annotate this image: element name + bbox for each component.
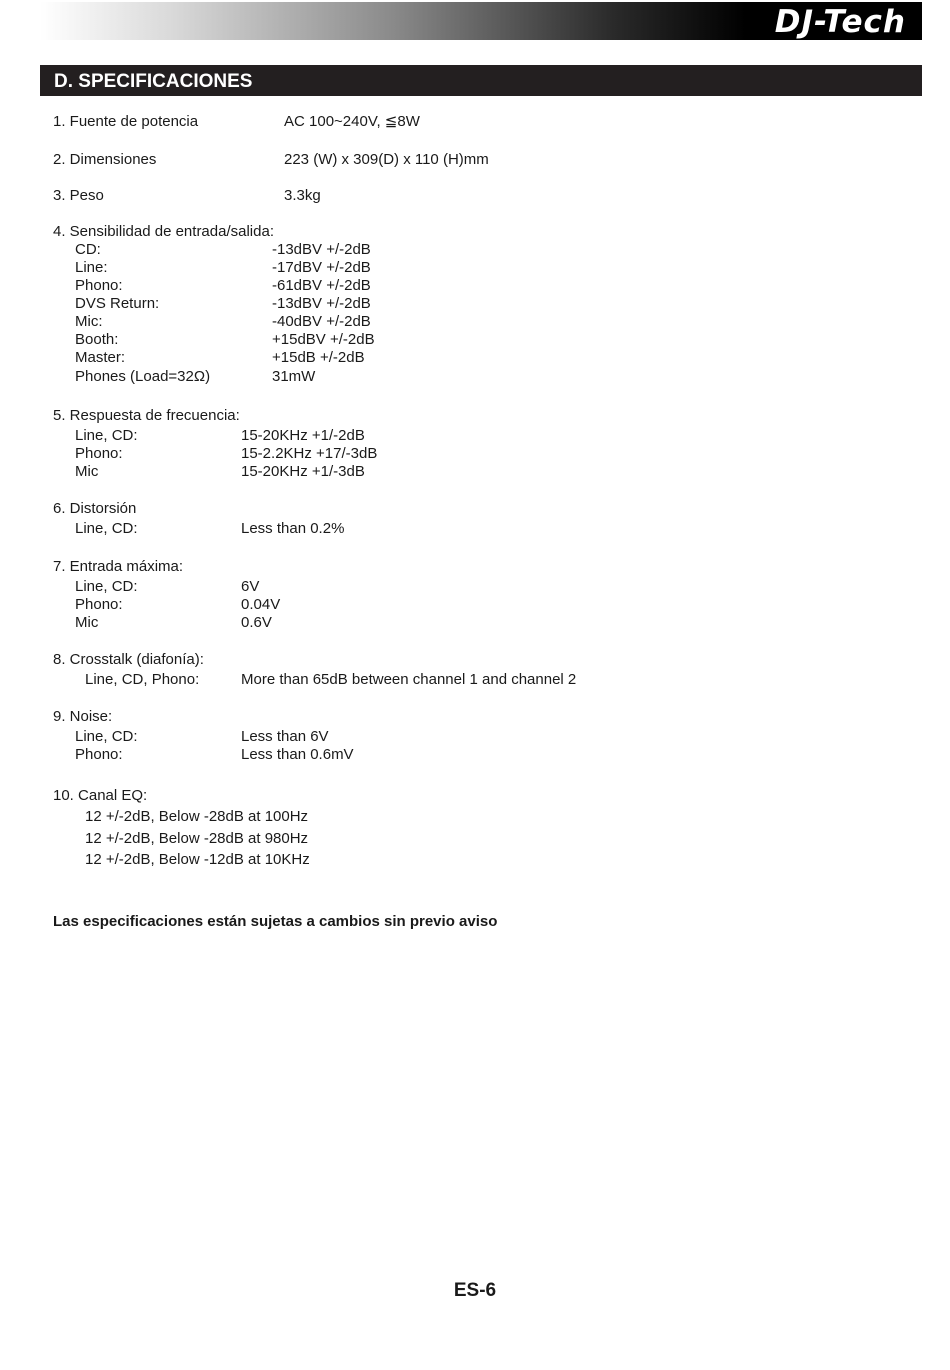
spec-5-value: 15-20KHz +1/-2dB bbox=[241, 427, 365, 444]
spec-4-value: -61dBV +/-2dB bbox=[272, 277, 371, 294]
spec-4-key: Phones (Load=32Ω) bbox=[75, 368, 211, 385]
spec-5-value: 15-2.2KHz +17/-3dB bbox=[241, 445, 378, 462]
spec-4-value: -13dBV +/-2dB bbox=[272, 241, 371, 258]
spec-4-value: +15dB +/-2dB bbox=[272, 349, 365, 366]
spec-4-key: DVS Return: bbox=[75, 295, 160, 312]
spec-4-value: 31mW bbox=[272, 368, 316, 385]
spec-6-label: 6. Distorsión bbox=[53, 500, 137, 517]
spec-7-value: 0.04V bbox=[241, 596, 281, 613]
spec-7-key: Mic bbox=[75, 614, 99, 631]
spec-3-value: 3.3kg bbox=[284, 187, 321, 204]
spec-5-value: 15-20KHz +1/-3dB bbox=[241, 463, 365, 480]
spec-4-key: Master: bbox=[75, 349, 126, 366]
spec-8-label: 8. Crosstalk (diafonía): bbox=[53, 651, 204, 668]
spec-4-label: 4. Sensibilidad de entrada/salida: bbox=[53, 223, 274, 240]
spec-10-label: 10. Canal EQ: bbox=[53, 787, 148, 804]
spec-3-label: 3. Peso bbox=[53, 187, 104, 204]
spec-9-value: Less than 6V bbox=[241, 728, 329, 745]
section-title: D. SPECIFICACIONES bbox=[54, 71, 253, 92]
spec-1-label: 1. Fuente de potencia bbox=[53, 113, 199, 130]
spec-4-key: Phono: bbox=[75, 277, 123, 294]
spec-5-key: Line, CD: bbox=[75, 427, 138, 444]
spec-4-key: Mic: bbox=[75, 313, 103, 330]
spec-5-label: 5. Respuesta de frecuencia: bbox=[53, 407, 240, 424]
spec-6-value: Less than 0.2% bbox=[241, 520, 345, 537]
spec-4-key: CD: bbox=[75, 241, 101, 258]
section-bar bbox=[40, 65, 922, 96]
spec-2-value: 223 (W) x 309(D) x 110 (H)mm bbox=[284, 151, 489, 168]
spec-4-key: Line: bbox=[75, 259, 108, 276]
spec-4-value: -13dBV +/-2dB bbox=[272, 295, 371, 312]
spec-1-value: AC 100~240V, ≦8W bbox=[284, 113, 420, 130]
spec-10-line: 12 +/-2dB, Below -28dB at 100Hz bbox=[85, 808, 309, 825]
spec-8-value: More than 65dB between channel 1 and channel 2 bbox=[241, 671, 577, 688]
spec-8-key: Line, CD, Phono: bbox=[85, 671, 200, 688]
spec-10-line: 12 +/-2dB, Below -28dB at 980Hz bbox=[85, 830, 309, 847]
spec-9-value: Less than 0.6mV bbox=[241, 746, 354, 763]
spec-7-label: 7. Entrada máxima: bbox=[53, 558, 184, 575]
brand-logo: DJ-Tech bbox=[774, 4, 906, 40]
spec-7-value: 0.6V bbox=[241, 614, 272, 631]
page-number: ES-6 bbox=[453, 1280, 497, 1301]
spec-9-key: Phono: bbox=[75, 746, 123, 763]
spec-2-label: 2. Dimensiones bbox=[53, 151, 157, 168]
spec-7-key: Line, CD: bbox=[75, 578, 138, 595]
spec-7-value: 6V bbox=[241, 578, 260, 595]
header-band bbox=[40, 2, 922, 40]
spec-9-label: 9. Noise: bbox=[53, 708, 113, 725]
spec-4-value: -17dBV +/-2dB bbox=[272, 259, 371, 276]
spec-5-key: Mic bbox=[75, 463, 99, 480]
spec-4-value: -40dBV +/-2dB bbox=[272, 313, 371, 330]
spec-9-key: Line, CD: bbox=[75, 728, 138, 745]
spec-7-key: Phono: bbox=[75, 596, 123, 613]
footnote: Las especificaciones están sujetas a cambios sin previo aviso bbox=[53, 913, 498, 930]
spec-5-key: Phono: bbox=[75, 445, 123, 462]
spec-10-line: 12 +/-2dB, Below -12dB at 10KHz bbox=[85, 851, 310, 868]
spec-6-key: Line, CD: bbox=[75, 520, 138, 537]
spec-4-value: +15dBV +/-2dB bbox=[272, 331, 375, 348]
spec-4-key: Booth: bbox=[75, 331, 119, 348]
